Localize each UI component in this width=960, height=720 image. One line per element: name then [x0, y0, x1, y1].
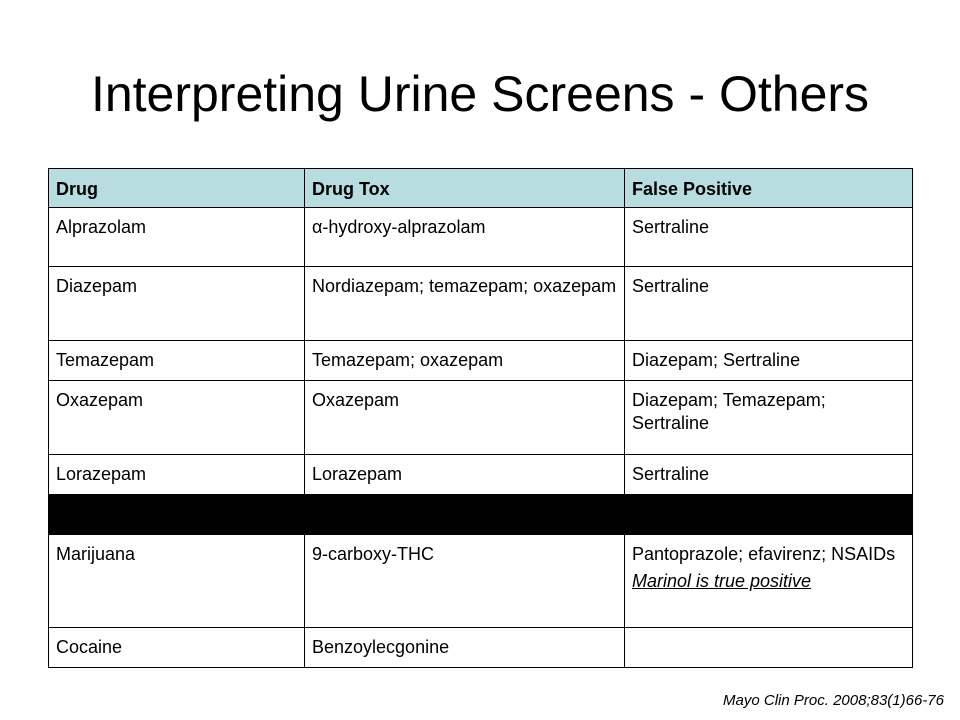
- citation: Mayo Clin Proc. 2008;83(1)66-76: [723, 692, 944, 709]
- table-row: [49, 455, 913, 495]
- false-positive-note: Marinol is true positive: [632, 571, 812, 591]
- table-header-row: [49, 169, 913, 208]
- table-row: [49, 381, 913, 455]
- false-positive-cell: Sertraline: [625, 267, 913, 341]
- drug-cell: Marijuana: [49, 535, 305, 628]
- header-drug-tox: Drug Tox: [305, 169, 625, 208]
- header-drug: Drug: [49, 169, 305, 208]
- drug-tox-cell: Benzoylecgonine: [305, 628, 625, 668]
- drug-tox-cell: Oxazepam: [305, 381, 625, 455]
- slide-title: Interpreting Urine Screens - Others: [90, 66, 870, 122]
- drug-tox-cell: 9-carboxy-THC: [305, 535, 625, 628]
- drug-table: [48, 168, 913, 668]
- false-positive-cell: Diazepam; Sertraline: [625, 341, 913, 381]
- false-positive-cell: [625, 628, 913, 668]
- drug-tox-cell: Lorazepam: [305, 455, 625, 495]
- drug-cell: Temazepam: [49, 341, 305, 381]
- drug-cell: Cocaine: [49, 628, 305, 668]
- drug-cell: Lorazepam: [49, 455, 305, 495]
- false-positive-cell: [625, 535, 913, 628]
- false-positive-cell: Sertraline: [625, 208, 913, 267]
- drug-tox-cell: α-hydroxy-alprazolam: [305, 208, 625, 267]
- drug-tox-cell: Temazepam; oxazepam: [305, 341, 625, 381]
- drug-cell: Oxazepam: [49, 381, 305, 455]
- false-positive-cell: Sertraline: [625, 455, 913, 495]
- drug-tox-cell: Nordiazepam; temazepam; oxazepam: [305, 267, 625, 341]
- divider-cell: [49, 495, 913, 535]
- false-positive-cell: Diazepam; Temazepam; Sertraline: [625, 381, 913, 455]
- drug-cell: Alprazolam: [49, 208, 305, 267]
- table-row: [49, 267, 913, 341]
- drug-cell: Diazepam: [49, 267, 305, 341]
- table-row: [49, 208, 913, 267]
- table-divider-row: [49, 495, 913, 535]
- table-row: [49, 341, 913, 381]
- table-row: [49, 628, 913, 668]
- false-positive-text: Pantoprazole; efavirenz; NSAIDs: [632, 544, 896, 564]
- table-row: [49, 535, 913, 628]
- header-false-positive: False Positive: [625, 169, 913, 208]
